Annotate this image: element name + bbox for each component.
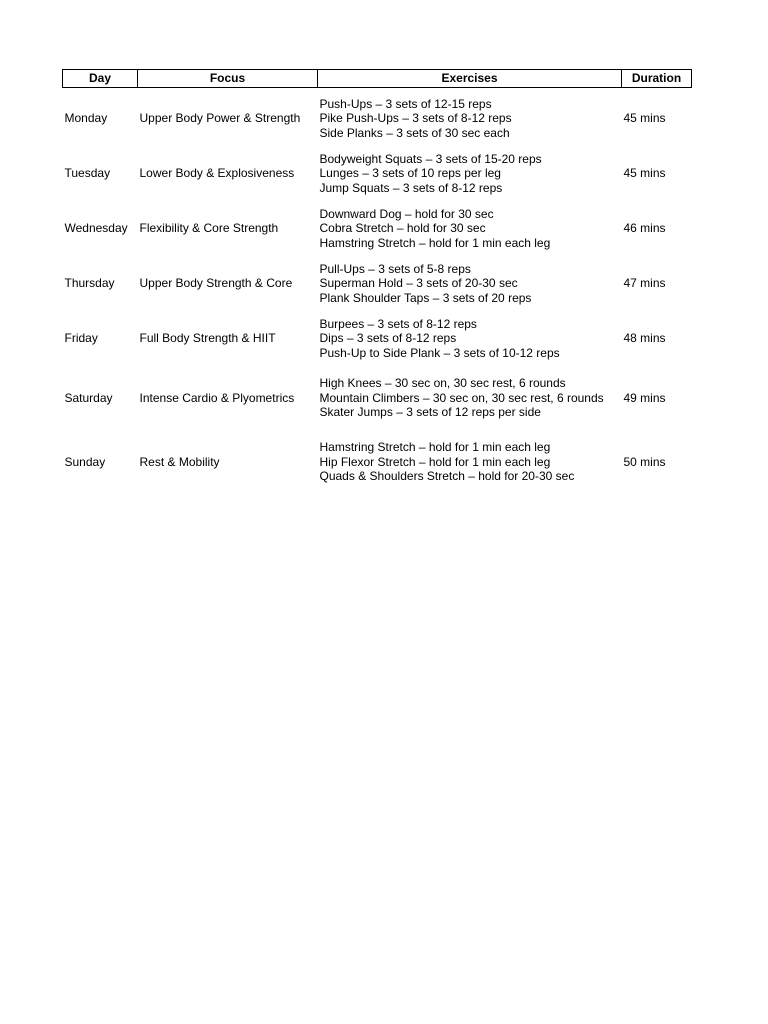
focus-cell: Upper Body Strength & Core bbox=[139, 276, 293, 291]
header-focus: Focus bbox=[138, 70, 318, 88]
duration-cell: 50 mins bbox=[623, 454, 666, 469]
duration-cell: 45 mins bbox=[623, 111, 666, 126]
workout-schedule-table bbox=[62, 69, 692, 494]
day-cell: Saturday bbox=[64, 390, 113, 405]
focus-cell: Flexibility & Core Strength bbox=[139, 221, 279, 236]
exercises-cell bbox=[318, 430, 622, 494]
exercise-line: Push-Up to Side Plank – 3 sets of 10-12 reps bbox=[319, 345, 560, 360]
exercise-line: Jump Squats – 3 sets of 8-12 reps bbox=[319, 180, 503, 195]
exercise-line: Side Planks – 3 sets of 30 sec each bbox=[319, 125, 510, 140]
exercises-cell bbox=[318, 146, 622, 201]
table-body bbox=[63, 88, 692, 495]
duration-cell: 47 mins bbox=[623, 276, 666, 291]
exercise-line: Dips – 3 sets of 8-12 reps bbox=[319, 331, 457, 346]
exercise-line: Pike Push-Ups – 3 sets of 8-12 reps bbox=[319, 111, 512, 126]
table-row bbox=[63, 311, 692, 366]
focus-cell: Rest & Mobility bbox=[139, 454, 220, 469]
day-cell: Thursday bbox=[64, 276, 115, 291]
table-row bbox=[63, 201, 692, 256]
exercise-line: Hamstring Stretch – hold for 1 min each leg bbox=[319, 440, 551, 455]
exercises-cell bbox=[318, 311, 622, 366]
table-row bbox=[63, 430, 692, 494]
duration-cell: 46 mins bbox=[623, 221, 666, 236]
day-cell: Tuesday bbox=[64, 166, 111, 181]
duration-cell: 45 mins bbox=[623, 166, 666, 181]
exercise-line: Burpees – 3 sets of 8-12 reps bbox=[319, 316, 477, 331]
focus-cell: Lower Body & Explosiveness bbox=[139, 166, 295, 181]
exercise-line: Cobra Stretch – hold for 30 sec bbox=[319, 221, 486, 236]
focus-cell: Upper Body Power & Strength bbox=[139, 111, 301, 126]
exercise-line: Quads & Shoulders Stretch – hold for 20-30 sec bbox=[319, 469, 575, 484]
exercise-line: Pull-Ups – 3 sets of 5-8 reps bbox=[319, 261, 471, 276]
table-row bbox=[63, 366, 692, 430]
exercise-line: High Knees – 30 sec on, 30 sec rest, 6 rounds bbox=[319, 376, 566, 391]
exercise-line: Superman Hold – 3 sets of 20-30 sec bbox=[319, 276, 518, 291]
day-cell: Wednesday bbox=[64, 221, 128, 236]
duration-cell: 48 mins bbox=[623, 331, 666, 346]
exercise-line: Lunges – 3 sets of 10 reps per leg bbox=[319, 166, 501, 181]
day-cell: Friday bbox=[64, 331, 98, 346]
exercises-cell bbox=[318, 201, 622, 256]
exercise-line: Push-Ups – 3 sets of 12-15 reps bbox=[319, 96, 492, 111]
table-row bbox=[63, 88, 692, 147]
exercise-line: Hamstring Stretch – hold for 1 min each leg bbox=[319, 235, 551, 250]
exercises-cell bbox=[318, 366, 622, 430]
day-cell: Sunday bbox=[64, 454, 106, 469]
exercise-line: Bodyweight Squats – 3 sets of 15-20 reps bbox=[319, 151, 542, 166]
focus-cell: Intense Cardio & Plyometrics bbox=[139, 390, 295, 405]
exercise-line: Mountain Climbers – 30 sec on, 30 sec rest, 6 rounds bbox=[319, 390, 604, 405]
exercise-line: Skater Jumps – 3 sets of 12 reps per side bbox=[319, 405, 541, 420]
exercises-cell bbox=[318, 88, 622, 147]
header-day: Day bbox=[63, 70, 138, 88]
exercise-line: Hip Flexor Stretch – hold for 1 min each leg bbox=[319, 454, 551, 469]
exercise-line: Downward Dog – hold for 30 sec bbox=[319, 206, 494, 221]
table-header bbox=[63, 70, 692, 88]
exercises-cell bbox=[318, 256, 622, 311]
exercise-line: Plank Shoulder Taps – 3 sets of 20 reps bbox=[319, 290, 532, 305]
focus-cell: Full Body Strength & HIIT bbox=[139, 331, 276, 346]
duration-cell: 49 mins bbox=[623, 390, 666, 405]
header-exercises: Exercises bbox=[318, 70, 622, 88]
day-cell: Monday bbox=[64, 111, 108, 126]
header-row bbox=[63, 70, 692, 88]
table-row bbox=[63, 146, 692, 201]
header-duration: Duration bbox=[622, 70, 692, 88]
table-row bbox=[63, 256, 692, 311]
